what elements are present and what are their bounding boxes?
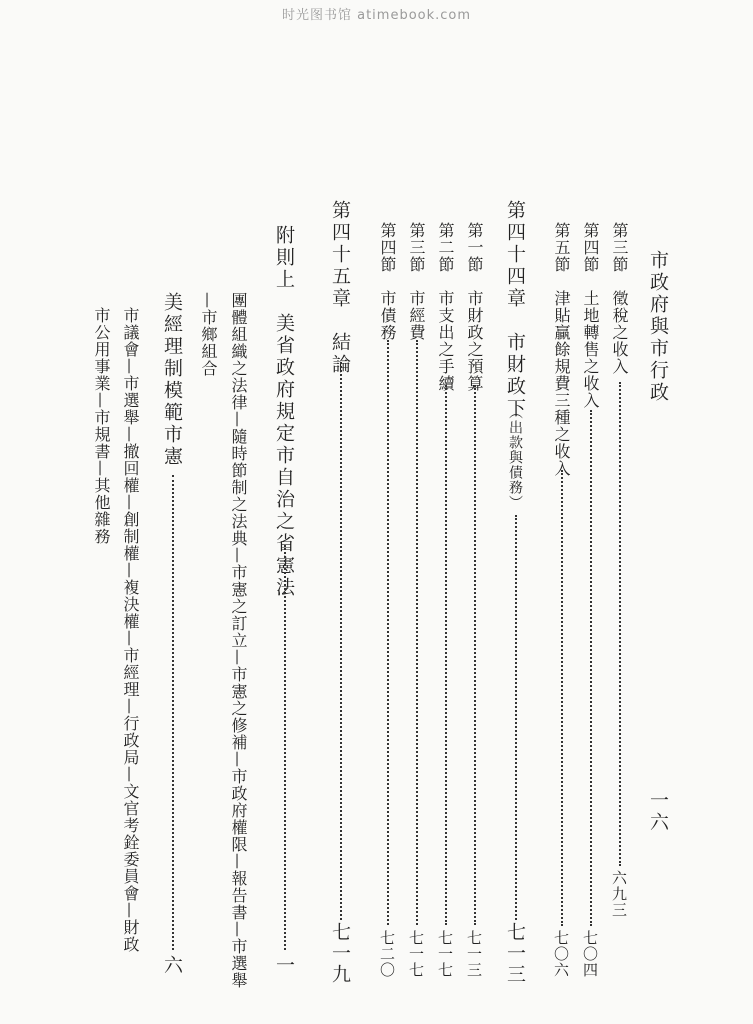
toc-page: 七〇四 <box>581 930 599 978</box>
toc-page: 七一七 <box>407 930 425 978</box>
toc-leader <box>387 340 389 925</box>
toc-entry: 第四節 土地轉售之收入 <box>581 222 600 409</box>
toc-subtopics: 團體組織之法律—隨時節制之法典—市憲之訂立—市憲之修補—市政府權限—報告書—市選舉 <box>229 292 248 989</box>
toc-page: 七二〇 <box>378 930 396 978</box>
toc-entry: 第四節 市債務 <box>378 222 397 341</box>
toc-page: 七一九 <box>329 922 351 985</box>
watermark: 时光图书馆 atimebook.com <box>281 8 472 23</box>
toc-entry: 第一節 市財政之預算 <box>465 222 484 392</box>
toc-appendix: 美經理制模範市憲 <box>161 292 183 468</box>
toc-subtopics: —市鄉組合 <box>199 292 218 377</box>
toc-leader <box>416 340 418 925</box>
toc-page: 一 <box>273 955 295 976</box>
toc-subtopics: 市公用事業—市規書—其他雜務 <box>92 307 111 545</box>
page-number: 一六 <box>647 790 669 834</box>
toc-entry: 第三節 徵稅之收入 <box>610 222 629 375</box>
toc-page: 七〇六 <box>552 930 570 978</box>
toc-page: 七一三 <box>504 922 526 985</box>
toc-leader <box>172 475 174 950</box>
toc-leader <box>590 410 592 926</box>
toc-leader <box>445 385 447 925</box>
toc-subtopics: 市議會—市選舉—撤回權—創制權—複決權—市經理—行政局—文官考銓委員會—財政 <box>121 307 140 953</box>
toc-leader <box>515 515 517 920</box>
toc-entry: 第三節 市經費 <box>407 222 426 341</box>
toc-page: 七一七 <box>436 930 454 978</box>
toc-chapter: 第四十四章 市財政下 <box>504 200 526 420</box>
toc-chapter: 第四十五章 結論 <box>329 200 351 376</box>
toc-leader <box>284 545 286 950</box>
toc-page: 六 <box>161 955 183 976</box>
toc-leader <box>340 362 342 920</box>
toc-page: 七一三 <box>465 930 483 978</box>
running-head: 市政府與市行政 <box>647 250 669 404</box>
toc-leader <box>474 385 476 925</box>
toc-entry: 第二節 市支出之手續 <box>436 222 455 392</box>
toc-note: （出款與債務） <box>507 405 523 510</box>
toc-appendix: 附則上 美省政府規定市自治之省憲法 <box>273 225 295 599</box>
toc-entry: 第五節 津貼贏餘規費三種之收入 <box>552 222 571 477</box>
toc-leader <box>619 382 621 866</box>
toc-leader <box>561 470 563 926</box>
toc-page: 六九三 <box>610 870 628 918</box>
